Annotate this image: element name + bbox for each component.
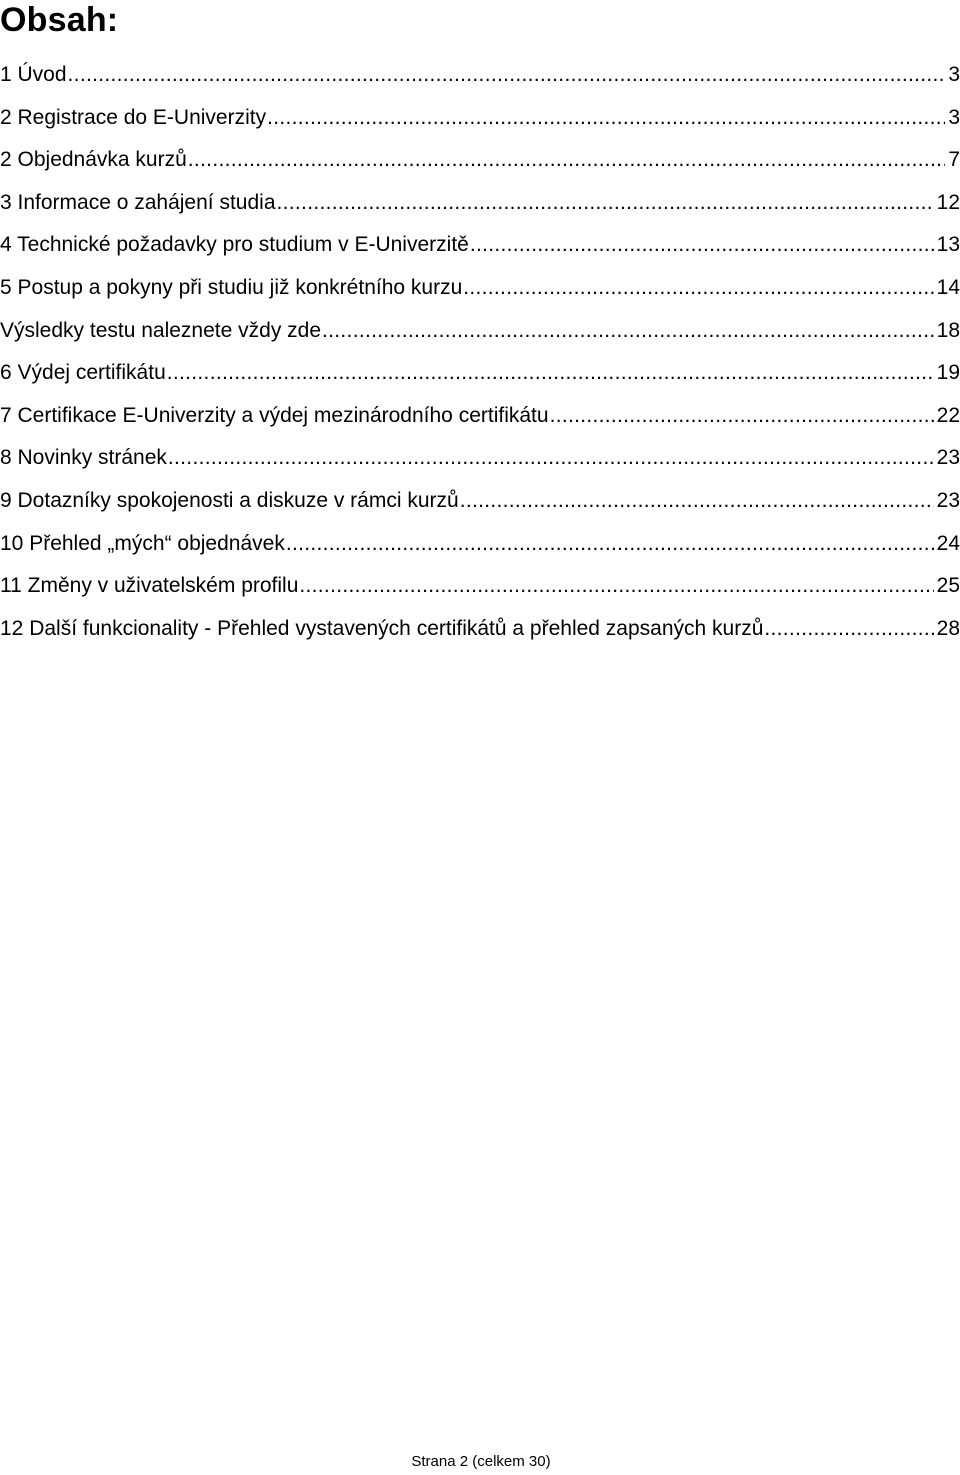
toc-entry-label: 8 Novinky stránek	[0, 446, 167, 470]
toc-entry-page: 19	[936, 361, 960, 385]
toc-dot-leader	[299, 565, 933, 608]
toc-entry-page: 25	[936, 574, 960, 598]
toc-entry-vydej-certifikatu[interactable]	[0, 352, 960, 395]
toc-entry-technicke-pozadavky[interactable]	[0, 224, 960, 267]
toc-entry-label: 12 Další funkcionality - Přehled vystavených certifikátů a přehled zapsaných kurzů	[0, 616, 764, 640]
page-title: Obsah:	[0, 1, 119, 39]
toc-entry-page: 23	[936, 488, 960, 512]
toc-dot-leader	[167, 352, 934, 395]
toc-entry-dalsi-funkcionality[interactable]	[0, 608, 960, 651]
toc-entry-label: 9 Dotazníky spokojenosti a diskuze v rámci kurzů	[0, 488, 459, 512]
toc-dot-leader	[286, 523, 934, 566]
toc-dot-leader	[168, 437, 934, 480]
toc-entry-label: 5 Postup a pokyny při studiu již konkrétního kurzu	[0, 275, 463, 299]
toc-entry-postup[interactable]	[0, 267, 960, 310]
toc-dot-leader	[68, 54, 946, 97]
toc-dot-leader	[277, 182, 934, 225]
toc-entry-novinky[interactable]	[0, 437, 960, 480]
toc-entry-page: 7	[948, 148, 960, 172]
toc-dot-leader	[550, 395, 934, 438]
toc-dot-leader	[267, 97, 945, 140]
toc-entry-page: 14	[936, 275, 960, 299]
toc-entry-page: 3	[948, 63, 960, 86]
toc-entry-label: 1 Úvod	[0, 63, 67, 86]
toc-entry-informace[interactable]	[0, 182, 960, 225]
toc-entry-label: 6 Výdej certifikátu	[0, 361, 166, 385]
toc-entry-page: 23	[936, 446, 960, 470]
toc-dot-leader	[188, 139, 946, 182]
toc-entry-page: 3	[948, 105, 960, 129]
table-of-contents	[0, 54, 960, 650]
toc-entry-label: 7 Certifikace E-Univerzity a výdej mezinárodního certifikátu	[0, 403, 549, 427]
toc-dot-leader	[764, 608, 933, 651]
toc-entry-page: 12	[936, 190, 960, 214]
toc-dot-leader	[460, 480, 934, 523]
page-footer: Strana 2 (celkem 30)	[411, 1453, 551, 1470]
toc-entry-label: 3 Informace o zahájení studia	[0, 190, 276, 214]
toc-entry-certifikace[interactable]	[0, 395, 960, 438]
toc-entry-page: 18	[936, 318, 960, 342]
toc-entry-dotazniky[interactable]	[0, 480, 960, 523]
toc-entry-label: 10 Přehled „mých“ objednávek	[0, 531, 285, 555]
toc-entry-label: 11 Změny v uživatelském profilu	[0, 574, 299, 598]
toc-dot-leader	[322, 310, 934, 353]
toc-entry-label: 2 Registrace do E-Univerzity	[0, 105, 267, 129]
toc-entry-page: 22	[936, 403, 960, 427]
toc-entry-prehled-objednavek[interactable]	[0, 523, 960, 566]
toc-entry-label: 2 Objednávka kurzů	[0, 148, 187, 172]
toc-entry-zmeny-profilu[interactable]	[0, 565, 960, 608]
toc-entry-uvod[interactable]	[0, 54, 960, 97]
toc-entry-registrace[interactable]	[0, 97, 960, 140]
toc-entry-page: 24	[936, 531, 960, 555]
toc-dot-leader	[463, 267, 933, 310]
toc-entry-label: 4 Technické požadavky pro studium v E-Univerzitě	[0, 233, 469, 257]
toc-dot-leader	[470, 224, 934, 267]
toc-entry-page: 13	[936, 233, 960, 257]
toc-entry-objednavka[interactable]	[0, 139, 960, 182]
toc-entry-label: Výsledky testu naleznete vždy zde	[0, 318, 322, 342]
toc-entry-page: 28	[936, 616, 960, 640]
toc-entry-vysledky-testu[interactable]	[0, 310, 960, 353]
